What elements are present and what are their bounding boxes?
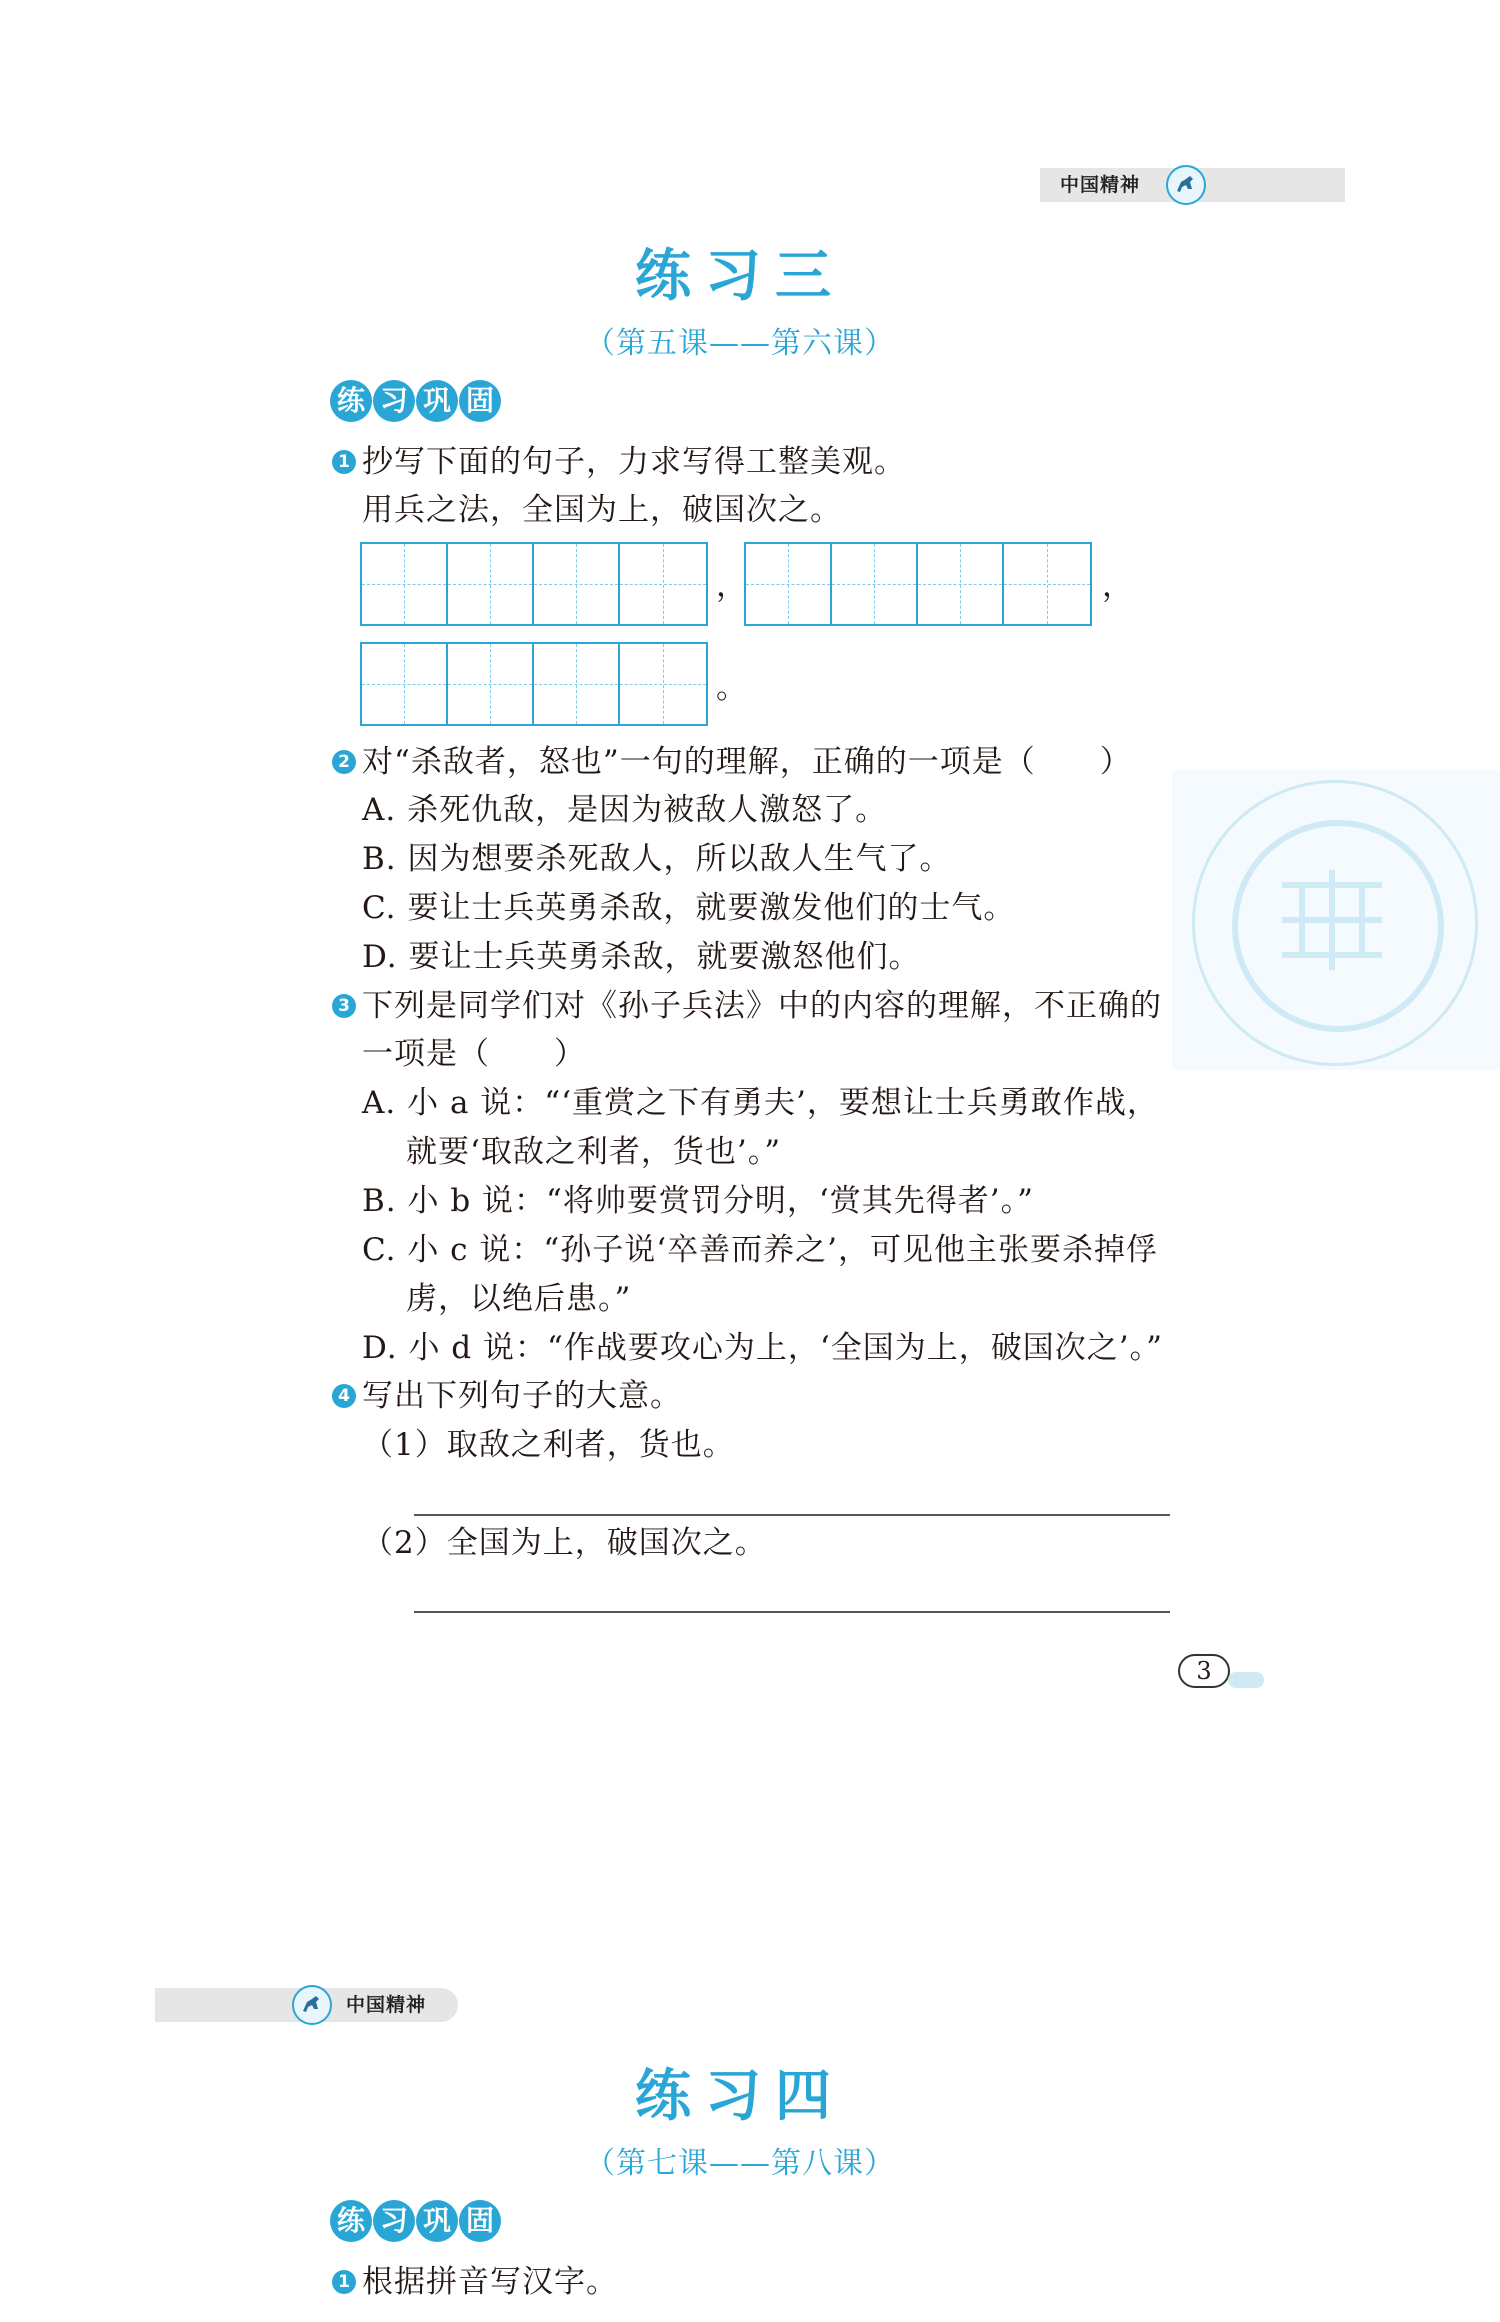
question-prompt: 对“杀敌者，怒也”一句的理解，正确的一项是（ ） [362, 744, 1132, 780]
grid-cell[interactable] [832, 544, 918, 624]
question-number: 1 [332, 450, 356, 474]
answer-option[interactable]: A. 杀死仇敌，是因为被敌人激怒了。 [362, 792, 888, 828]
grid-cell[interactable] [362, 544, 448, 624]
section-badge [330, 2200, 502, 2242]
question-number: 4 [332, 1384, 356, 1408]
writing-grid[interactable] [360, 542, 708, 626]
badge-char: 练 [330, 380, 372, 422]
badge-char: 习 [373, 380, 415, 422]
answer-option-cont: 虏，以绝后患。” [406, 1281, 632, 1317]
header-tag-text: 中国精神 [1060, 174, 1141, 196]
question-number: 2 [332, 750, 356, 774]
question-number: 1 [332, 2270, 356, 2294]
question-prompt: 下列是同学们对《孙子兵法》中的内容的理解，不正确的 [362, 988, 1162, 1024]
decorative-seal-icon [1172, 770, 1500, 1070]
copy-sentence: 用兵之法，全国为上，破国次之。 [362, 492, 842, 528]
answer-option-cont: 就要‘取敌之利者，货也’。” [406, 1134, 782, 1170]
answer-option[interactable]: D. 小 d 说：“作战要攻心为上，‘全国为上，破国次之’。” [362, 1330, 1163, 1366]
answer-option[interactable]: C. 小 c 说：“孙子说‘卒善而养之’，可见他主张要杀掉俘 [362, 1232, 1158, 1268]
grid-cell[interactable] [918, 544, 1004, 624]
grid-cell[interactable] [362, 644, 448, 724]
grid-cell[interactable] [448, 544, 534, 624]
question-prompt: 写出下列句子的大意。 [362, 1378, 682, 1414]
question-prompt: 根据拼音写汉字。 [362, 2264, 618, 2300]
grid-punctuation: ， [716, 568, 748, 604]
badge-char: 固 [459, 2200, 501, 2242]
horse-logo-icon [292, 1985, 332, 2025]
horse-logo-icon [1166, 165, 1206, 205]
grid-cell[interactable] [620, 644, 706, 724]
grid-cell[interactable] [620, 544, 706, 624]
grid-cell[interactable] [534, 544, 620, 624]
grid-cell[interactable] [448, 644, 534, 724]
answer-option[interactable]: C. 要让士兵英勇杀敌，就要激发他们的士气。 [362, 890, 1016, 926]
grid-cell[interactable] [746, 544, 832, 624]
cloud-ornament-icon [1228, 1672, 1264, 1688]
exercise-subtitle: （第五课——第六课） [585, 326, 895, 361]
exercise-title: 练习三 [635, 244, 845, 309]
exercise-subtitle: （第七课——第八课） [585, 2146, 895, 2181]
question-prompt: 一项是（ ） [362, 1036, 586, 1072]
exercise-title: 练习四 [635, 2064, 845, 2129]
writing-grid[interactable] [744, 542, 1092, 626]
answer-option[interactable]: D. 要让士兵英勇杀敌，就要激怒他们。 [362, 939, 921, 975]
writing-grid[interactable] [360, 642, 708, 726]
question-number: 3 [332, 994, 356, 1018]
sub-question: （1）取敌之利者，货也。 [362, 1427, 735, 1463]
question-prompt: 抄写下面的句子，力求写得工整美观。 [362, 444, 906, 480]
badge-char: 习 [373, 2200, 415, 2242]
answer-option[interactable]: A. 小 a 说：“‘重赏之下有勇夫’，要想让士兵勇敢作战， [362, 1085, 1159, 1121]
grid-cell[interactable] [534, 644, 620, 724]
badge-char: 巩 [416, 2200, 458, 2242]
answer-line[interactable] [414, 1514, 1170, 1516]
badge-char: 固 [459, 380, 501, 422]
section-badge [330, 380, 502, 422]
grid-punctuation: 。 [716, 670, 748, 706]
badge-char: 巩 [416, 380, 458, 422]
badge-char: 练 [330, 2200, 372, 2242]
answer-option[interactable]: B. 因为想要杀死敌人，所以敌人生气了。 [362, 841, 952, 877]
answer-line[interactable] [414, 1611, 1170, 1613]
answer-option[interactable]: B. 小 b 说：“将帅要赏罚分明，‘赏其先得者’。” [362, 1183, 1034, 1219]
header-tag-text: 中国精神 [346, 1994, 427, 2016]
page-number: 3 [1178, 1654, 1230, 1688]
grid-cell[interactable] [1004, 544, 1090, 624]
grid-punctuation: ， [1102, 568, 1134, 604]
sub-question: （2）全国为上，破国次之。 [362, 1525, 767, 1561]
